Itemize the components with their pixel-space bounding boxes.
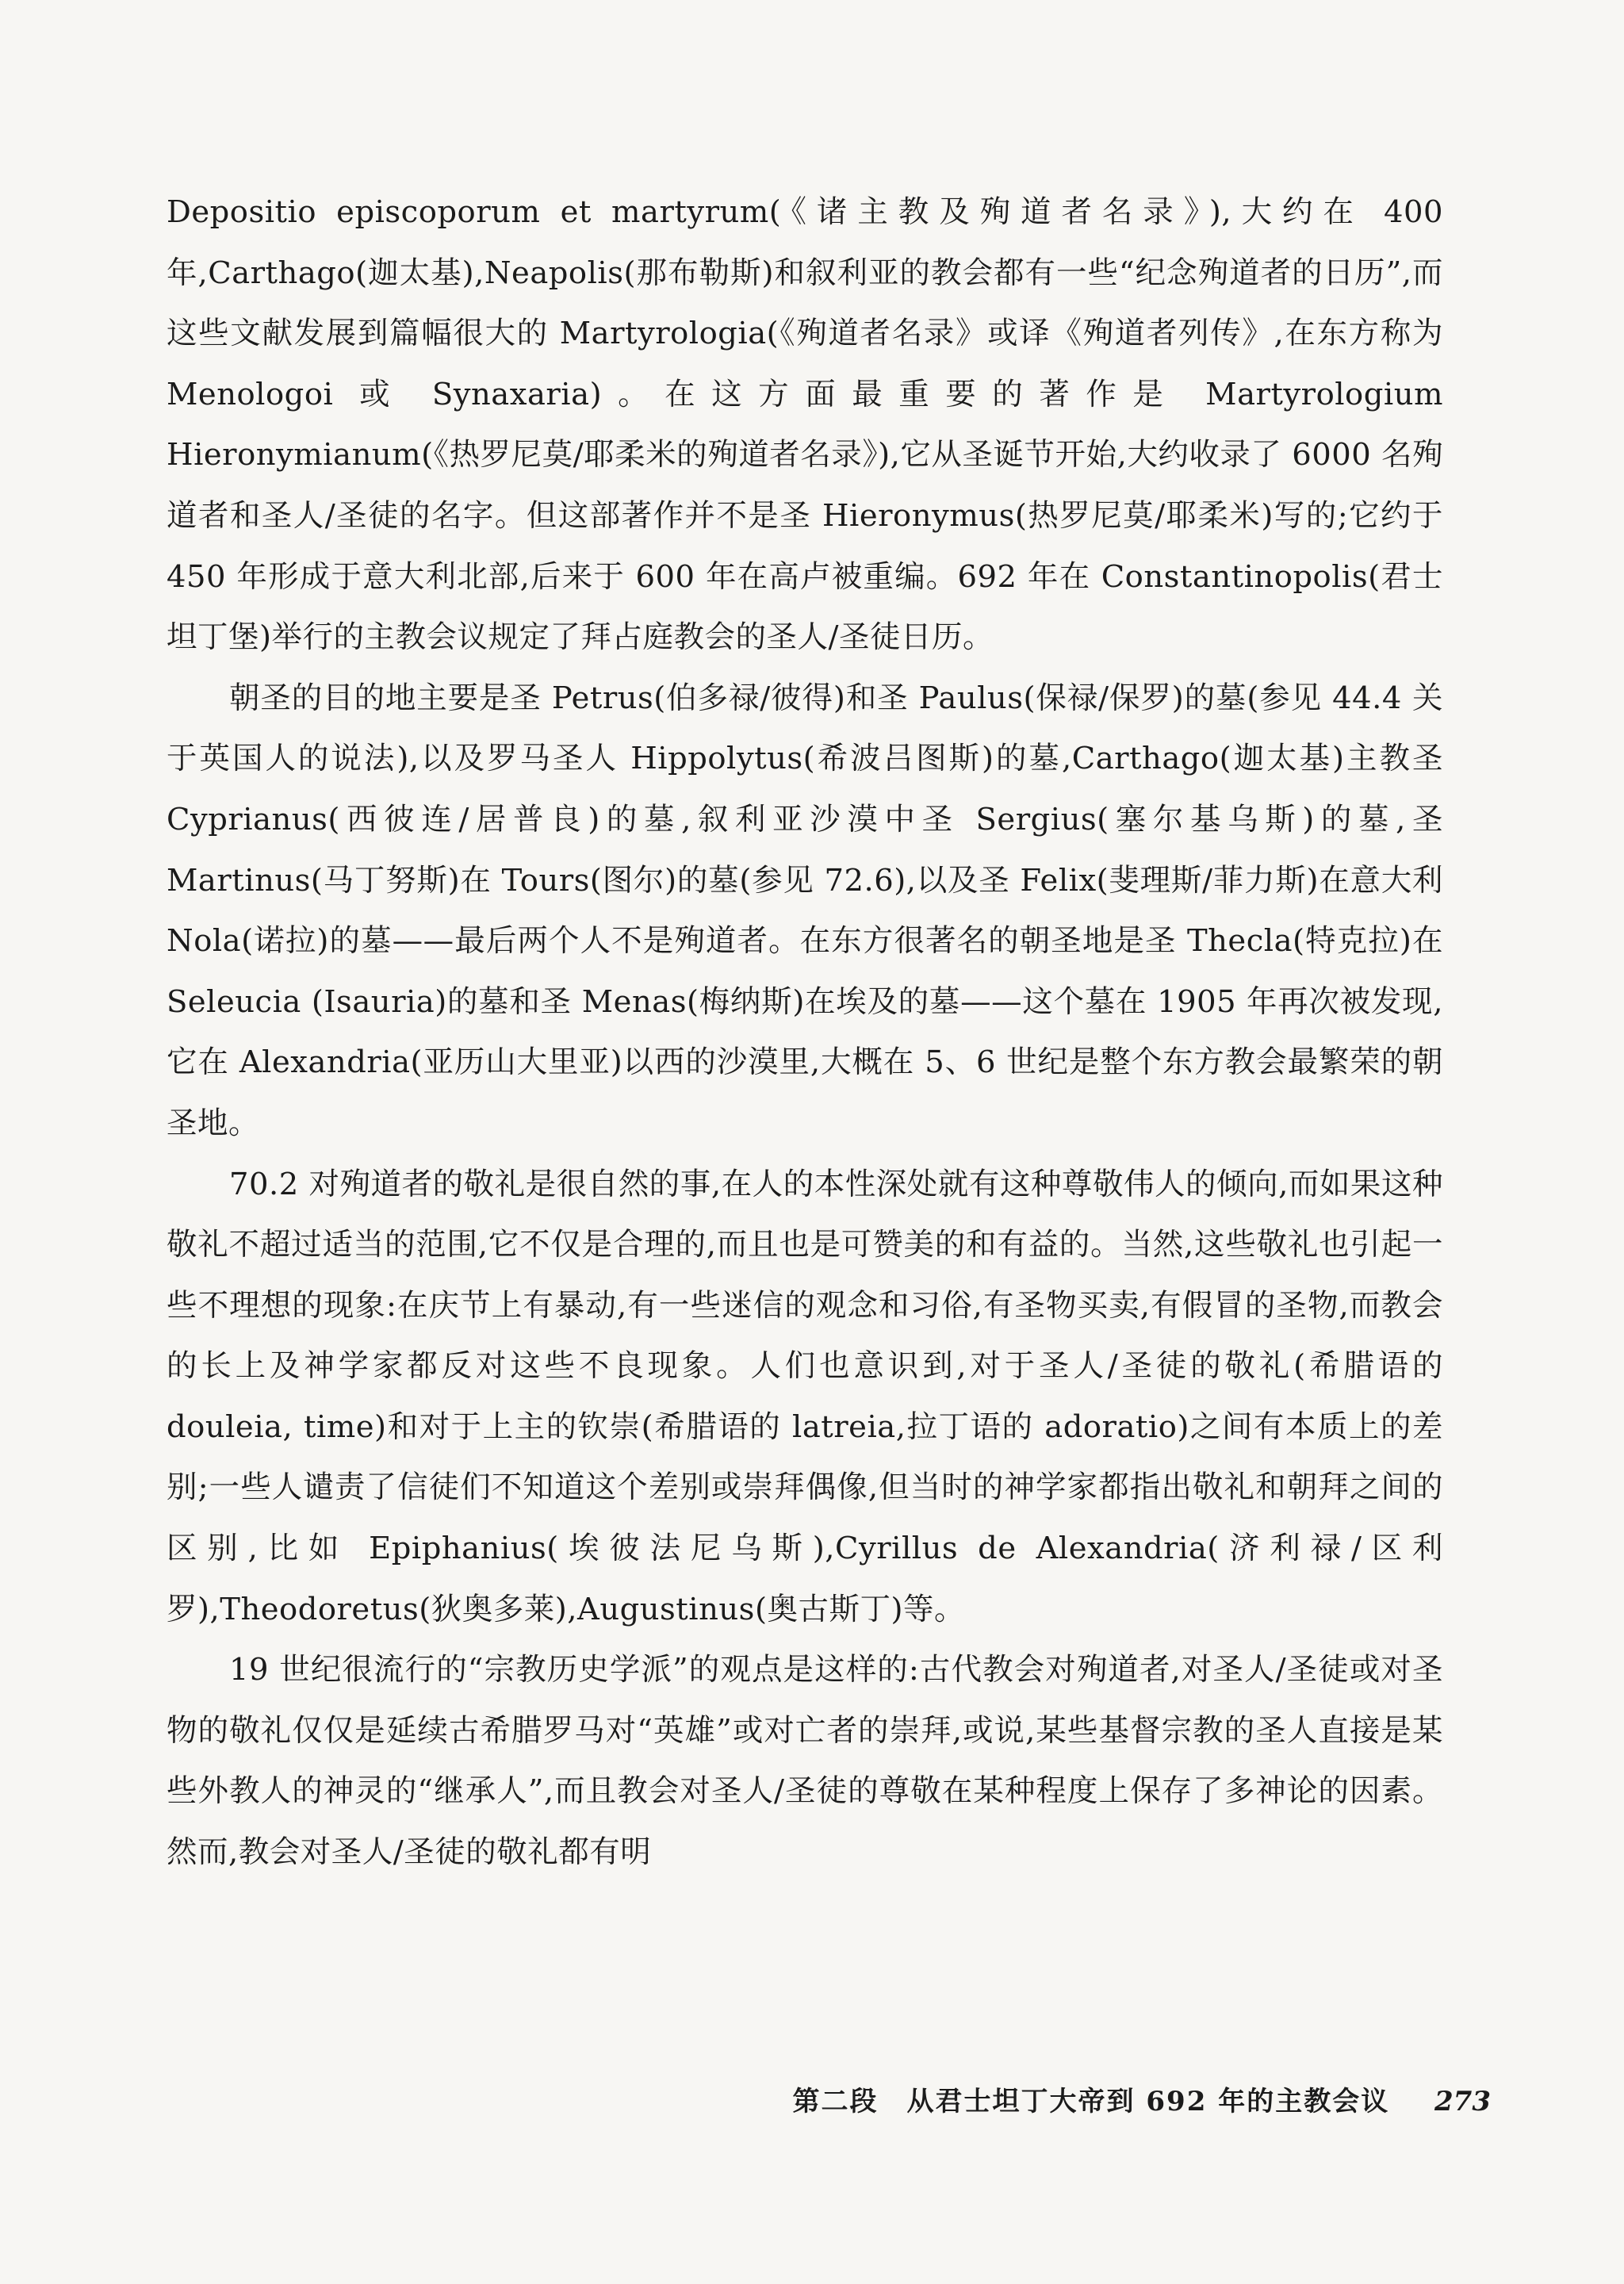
paragraph-4: 19 世纪很流行的“宗教历史学派”的观点是这样的:古代教会对殉道者,对圣人/圣徒或对圣物的敬礼仅仅是延续古希腊罗马对“英雄”或对亡者的崇拜,或说,某些基督宗教的圣人直接是某些外教人的神灵的“继承人”,而且教会对圣人/圣徒的尊敬在某种程度上保存了多神论的因素。然而,教会对圣人/圣徒的敬礼都有明 [167, 1652, 1443, 1871]
paragraph-3: 70.2 对殉道者的敬礼是很自然的事,在人的本性深处就有这种尊敬伟人的倾向,而如果这种敬礼不超过适当的范围,它不仅是合理的,而且也是可赞美的和有益的。当然,这些敬礼也引起一些不理想的现象:在庆节上有暴动,有一些迷信的观念和习俗,有圣物买卖,有假冒的圣物,而教会的长上及神学家都反对这些不良现象。人们也意识到,对于圣人/圣徒的敬礼(希腊语的 douleia, time)和对于上主的钦崇(希腊语的 latreia,拉丁语的 adoratio)之间有本质上的差别;一些人谴责了信徒们不知道这个差别或崇拜偶像,但当时的神学家都指出敬礼和朝拜之间的区别,比如 Epiphanius(埃彼法尼乌斯),Cyrillus de Alexandria(济利禄/区利罗),Theodoretus(狄奥多莱),Augustinus(奥古斯丁)等。 [167, 1166, 1443, 1627]
footer-section-title: 第二段 从君士坦丁大帝到 692 年的主教会议 [792, 2086, 1390, 2117]
paragraph-2: 朝圣的目的地主要是圣 Petrus(伯多禄/彼得)和圣 Paulus(保禄/保罗)的墓(参见 44.4 关于英国人的说法),以及罗马圣人 Hippolytus(希波吕图斯)的墓,Carthago(迦太基)主教圣 Cyprianus(西彼连/居普良)的墓,叙利亚沙漠中圣 Sergius(塞尔基乌斯)的墓,圣 Martinus(马丁努斯)在 Tours(图尔)的墓(参见 72.6),以及圣 Felix(斐理斯/菲力斯)在意大利 Nola(诺拉)的墓——最后两个人不是殉道者。在东方很著名的朝圣地是圣 Thecla(特克拉)在 Seleucia (Isauria)的墓和圣 Menas(梅纳斯)在埃及的墓——这个墓在 1905 年再次被发现,它在 Alexandria(亚历山大里亚)以西的沙漠里,大概在 5、6 世纪是整个东方教会最繁荣的朝圣地。 [167, 680, 1443, 1141]
page-number: 273 [1434, 2086, 1491, 2117]
document-body [167, 182, 1443, 1884]
paragraph-1: Depositio episcoporum et martyrum(《诸主教及殉道者名录》),大约在 400 年,Carthago(迦太基),Neapolis(那布勒斯)和叙利亚的教会都有一些“纪念殉道者的日历”,而这些文献发展到篇幅很大的 Martyrologia(《殉道者名录》或译《殉道者列传》,在东方称为 Menologoi 或 Synaxaria)。在这方面最重要的著作是 Martyrologium Hieronymianum(《热罗尼莫/耶柔米的殉道者名录》),它从圣诞节开始,大约收录了 6000 名殉道者和圣人/圣徒的名字。但这部著作并不是圣 Hieronymus(热罗尼莫/耶柔米)写的;它约于 450 年形成于意大利北部,后来于 600 年在高卢被重编。692 年在 Constantinopolis(君士坦丁堡)举行的主教会议规定了拜占庭教会的圣人/圣徒日历。 [167, 194, 1443, 656]
running-footer [0, 2084, 1491, 2119]
